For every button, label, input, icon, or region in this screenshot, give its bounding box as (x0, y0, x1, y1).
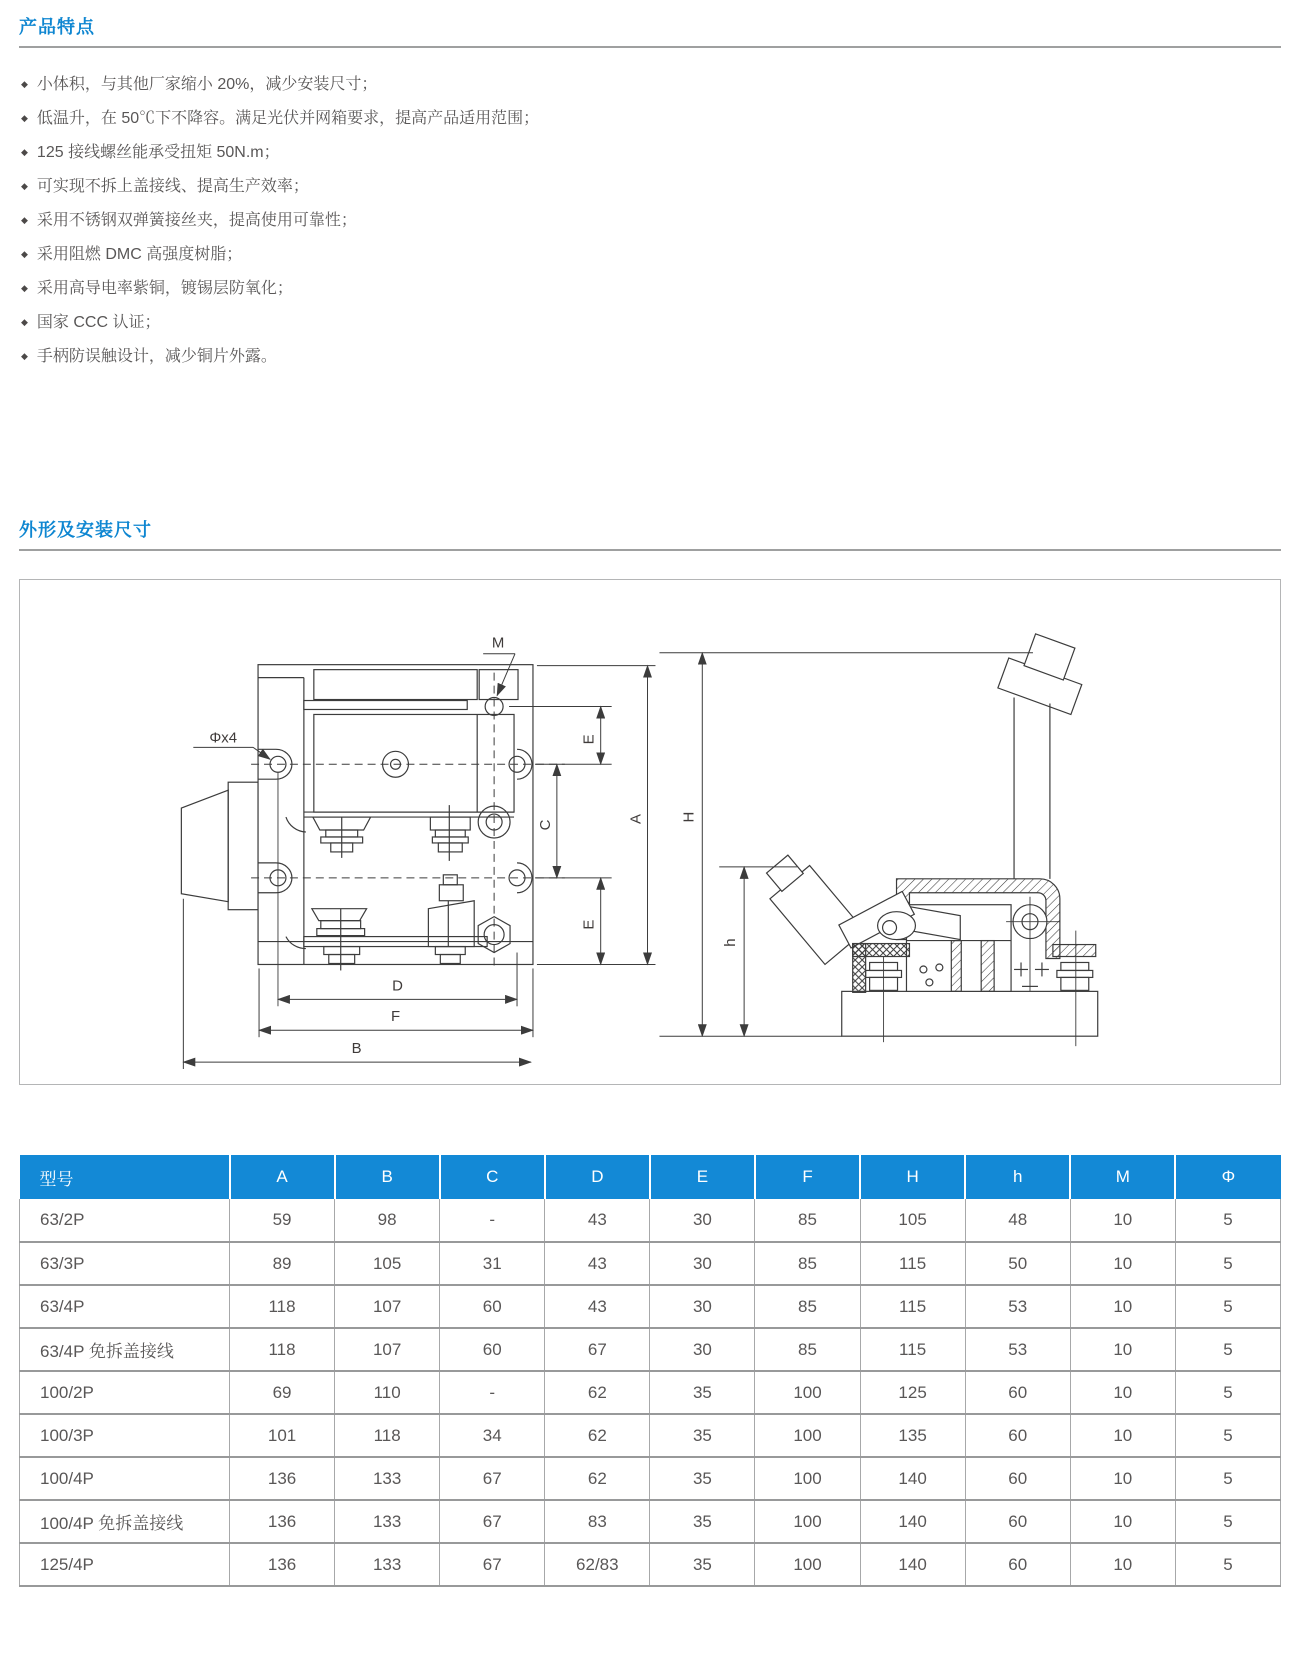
value-cell: 43 (545, 1242, 650, 1285)
side-view-labels (680, 812, 739, 947)
value-cell: 62 (545, 1371, 650, 1414)
table-row (20, 1242, 1281, 1285)
value-cell: 136 (230, 1457, 335, 1500)
value-cell: 105 (335, 1242, 440, 1285)
value-cell: 5 (1175, 1371, 1280, 1414)
value-cell: 83 (545, 1500, 650, 1543)
value-cell: 35 (650, 1457, 755, 1500)
value-cell: 35 (650, 1414, 755, 1457)
dimension-table-header-row (20, 1155, 1281, 1199)
model-cell: 100/2P (20, 1371, 230, 1414)
feature-item: ◆ 手柄防误触设计，减少铜片外露。 (21, 346, 1281, 367)
value-cell: 135 (860, 1414, 965, 1457)
value-cell: 67 (440, 1457, 545, 1500)
value-cell: 107 (335, 1285, 440, 1328)
table-row (20, 1543, 1281, 1586)
feature-item: ◆ 低温升，在 50℃下不降容。满足光伏并网箱要求，提高产品适用范围； (21, 108, 1281, 129)
dim-label-b: B (351, 1040, 362, 1058)
value-cell: 85 (755, 1328, 860, 1371)
column-header-C: C (440, 1155, 545, 1199)
value-cell: 10 (1070, 1371, 1175, 1414)
value-cell: 140 (860, 1543, 965, 1586)
feature-item: ◆ 小体积，与其他厂家缩小 20%，减少安装尺寸； (21, 74, 1281, 95)
column-header-D: D (545, 1155, 650, 1199)
value-cell: 53 (965, 1328, 1070, 1371)
value-cell: 43 (545, 1285, 650, 1328)
model-cell: 63/3P (20, 1242, 230, 1285)
value-cell: 100 (755, 1543, 860, 1586)
feature-item: ◆ 采用不锈钢双弹簧接丝夹，提高使用可靠性； (21, 210, 1281, 231)
column-header-Φ: Φ (1175, 1155, 1280, 1199)
dimension-table (19, 1155, 1281, 1587)
value-cell: - (440, 1199, 545, 1242)
value-cell: 48 (965, 1199, 1070, 1242)
value-cell: 67 (545, 1328, 650, 1371)
value-cell: 133 (335, 1457, 440, 1500)
value-cell: 30 (650, 1242, 755, 1285)
value-cell: 107 (335, 1328, 440, 1371)
value-cell: 60 (965, 1371, 1070, 1414)
value-cell: 100 (755, 1371, 860, 1414)
value-cell: 5 (1175, 1414, 1280, 1457)
value-cell: 60 (440, 1328, 545, 1371)
feature-item: ◆ 125 接线螺丝能承受扭矩 50N.m； (21, 142, 1281, 163)
value-cell: 85 (755, 1285, 860, 1328)
dim-label-phi: Φx4 (209, 729, 238, 747)
value-cell: 5 (1175, 1199, 1280, 1242)
dim-label-m: M (491, 634, 505, 652)
value-cell: 133 (335, 1543, 440, 1586)
value-cell: 34 (440, 1414, 545, 1457)
value-cell: 5 (1175, 1543, 1280, 1586)
feature-item: ◆ 采用高导电率紫铜，镀锡层防氧化； (21, 278, 1281, 299)
value-cell: 136 (230, 1543, 335, 1586)
value-cell: 10 (1070, 1543, 1175, 1586)
value-cell: 53 (965, 1285, 1070, 1328)
dimension-drawing-panel (19, 579, 1281, 1085)
value-cell: 5 (1175, 1500, 1280, 1543)
dimension-table-body (20, 1199, 1281, 1586)
value-cell: 35 (650, 1371, 755, 1414)
value-cell: 60 (965, 1500, 1070, 1543)
value-cell: 60 (965, 1543, 1070, 1586)
column-header-H: H (860, 1155, 965, 1199)
front-view-drawing (181, 665, 564, 1007)
dimension-drawing (20, 580, 1280, 1084)
value-cell: 30 (650, 1199, 755, 1242)
dim-label-e-bottom: E (580, 919, 598, 930)
value-cell: 62/83 (545, 1543, 650, 1586)
dim-label-height-total: H (680, 811, 698, 823)
column-header-M: M (1070, 1155, 1175, 1199)
value-cell: 115 (860, 1285, 965, 1328)
value-cell: 35 (650, 1543, 755, 1586)
value-cell: 100 (755, 1414, 860, 1457)
value-cell: 60 (440, 1285, 545, 1328)
value-cell: 110 (335, 1371, 440, 1414)
value-cell: 118 (335, 1414, 440, 1457)
column-header-h: h (965, 1155, 1070, 1199)
model-cell: 63/4P (20, 1285, 230, 1328)
value-cell: 118 (230, 1285, 335, 1328)
value-cell: 140 (860, 1457, 965, 1500)
model-cell: 63/4P 免拆盖接线 (20, 1328, 230, 1371)
value-cell: 89 (230, 1242, 335, 1285)
feature-item: ◆ 可实现不拆上盖接线、提高生产效率； (21, 176, 1281, 197)
value-cell: 67 (440, 1500, 545, 1543)
column-header-F: F (755, 1155, 860, 1199)
model-cell: 100/4P (20, 1457, 230, 1500)
value-cell: 85 (755, 1199, 860, 1242)
value-cell: 10 (1070, 1457, 1175, 1500)
table-row (20, 1285, 1281, 1328)
value-cell: 31 (440, 1242, 545, 1285)
value-cell: 136 (230, 1500, 335, 1543)
value-cell: 5 (1175, 1242, 1280, 1285)
value-cell: 10 (1070, 1328, 1175, 1371)
value-cell: 115 (860, 1328, 965, 1371)
value-cell: 118 (230, 1328, 335, 1371)
table-row (20, 1500, 1281, 1543)
value-cell: 140 (860, 1500, 965, 1543)
value-cell: 10 (1070, 1242, 1175, 1285)
value-cell: 10 (1070, 1285, 1175, 1328)
value-cell: 98 (335, 1199, 440, 1242)
table-row (20, 1328, 1281, 1371)
page (19, 0, 1281, 1587)
value-cell: 30 (650, 1285, 755, 1328)
feature-item: ◆ 采用阻燃 DMC 高强度树脂； (21, 244, 1281, 265)
dim-label-d: D (392, 977, 403, 995)
value-cell: 10 (1070, 1500, 1175, 1543)
dim-label-height-base: h (722, 938, 740, 947)
table-row (20, 1457, 1281, 1500)
value-cell: 43 (545, 1199, 650, 1242)
column-header-B: B (335, 1155, 440, 1199)
features-list (21, 74, 1281, 367)
feature-item: ◆ 国家 CCC 认证； (21, 312, 1281, 333)
value-cell: 85 (755, 1242, 860, 1285)
dim-label-c: C (536, 819, 554, 831)
model-cell: 100/4P 免拆盖接线 (20, 1500, 230, 1543)
value-cell: 10 (1070, 1199, 1175, 1242)
value-cell: 50 (965, 1242, 1070, 1285)
table-row (20, 1199, 1281, 1242)
value-cell: 62 (545, 1457, 650, 1500)
value-cell: 69 (230, 1371, 335, 1414)
side-view-drawing (756, 628, 1098, 1046)
table-row (20, 1371, 1281, 1414)
value-cell: 100 (755, 1500, 860, 1543)
value-cell: 62 (545, 1414, 650, 1457)
value-cell: 67 (440, 1543, 545, 1586)
value-cell: 101 (230, 1414, 335, 1457)
value-cell: 5 (1175, 1328, 1280, 1371)
section-divider (19, 549, 1281, 551)
dim-label-f: F (390, 1008, 401, 1026)
column-header-A: A (230, 1155, 335, 1199)
value-cell: 10 (1070, 1414, 1175, 1457)
model-cell: 125/4P (20, 1543, 230, 1586)
value-cell: 5 (1175, 1457, 1280, 1500)
value-cell: 59 (230, 1199, 335, 1242)
dim-label-a: A (627, 814, 645, 825)
value-cell: 30 (650, 1328, 755, 1371)
value-cell: 60 (965, 1457, 1070, 1500)
section-divider (19, 46, 1281, 48)
features-section-title: 产品特点 (19, 17, 95, 37)
value-cell: 105 (860, 1199, 965, 1242)
column-header-model: 型号 (20, 1155, 230, 1199)
model-cell: 100/3P (20, 1414, 230, 1457)
value-cell: 133 (335, 1500, 440, 1543)
value-cell: - (440, 1371, 545, 1414)
model-cell: 63/2P (20, 1199, 230, 1242)
value-cell: 35 (650, 1500, 755, 1543)
column-header-E: E (650, 1155, 755, 1199)
table-row (20, 1414, 1281, 1457)
value-cell: 100 (755, 1457, 860, 1500)
value-cell: 115 (860, 1242, 965, 1285)
value-cell: 60 (965, 1414, 1070, 1457)
value-cell: 125 (860, 1371, 965, 1414)
dim-label-e-top: E (580, 734, 598, 745)
dimensions-section-title: 外形及安装尺寸 (19, 520, 152, 540)
value-cell: 5 (1175, 1285, 1280, 1328)
